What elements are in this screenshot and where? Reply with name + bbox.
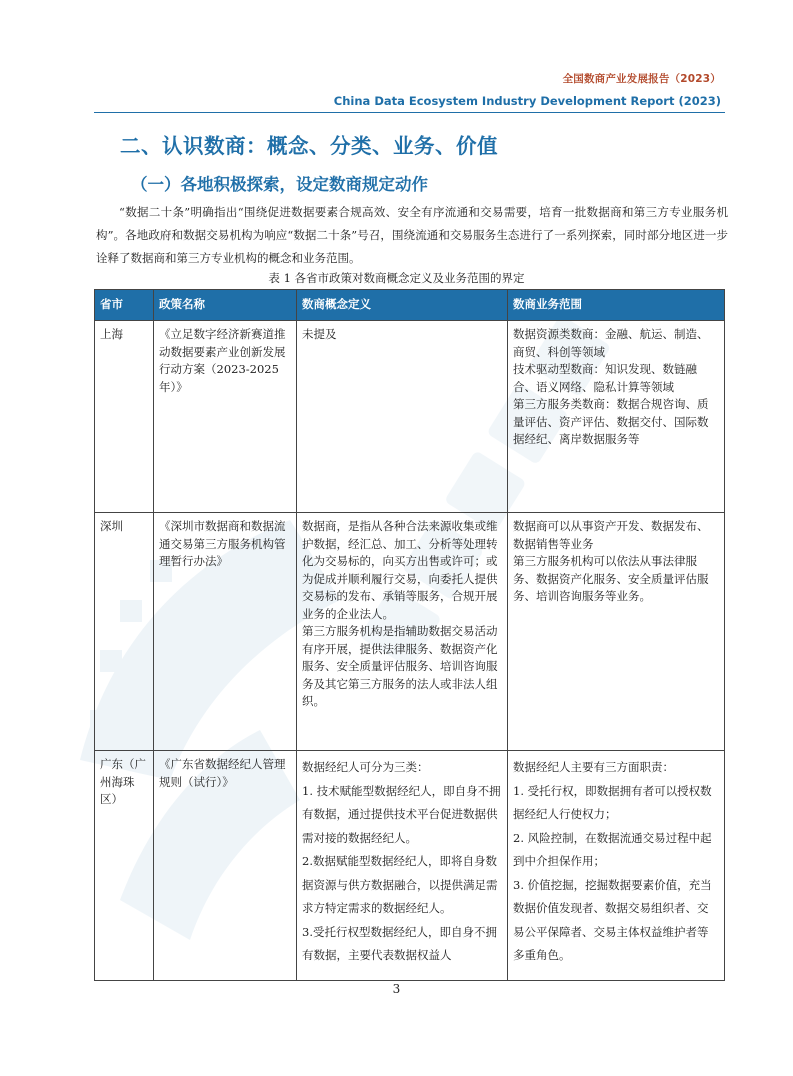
- cell-scope: [508, 751, 725, 981]
- subsection-title: （一）各地积极探索，设定数商规定动作: [131, 175, 428, 194]
- cell-definition: [297, 513, 508, 751]
- table-row: [95, 751, 725, 981]
- scope-line: 3. 价值挖掘，挖掘数据要素价值，充当数据价值发现者、数据交易组织者、交易公平保障者、交易主体权益维护者等多重角色。: [513, 877, 712, 962]
- scope-line: 第三方服务机构可以依法从事法律服务、数据资产化服务、安全质量评估服务、培训咨询服务等业务。: [513, 554, 709, 603]
- scope-line: 第三方服务类数商：数据合规咨询、质量评估、资产评估、数据交付、国际数据经纪、离岸数据服务等: [513, 397, 709, 446]
- report-title-cn: 全国数商产业发展报告（2023）: [562, 73, 721, 85]
- scope-line: 技术驱动型数商：知识发现、数链融合、语义网络、隐私计算等领域: [513, 362, 697, 394]
- policy-table: [94, 289, 725, 981]
- scope-line: 数据商可以从事资产开发、数据发布、数据销售等业务: [513, 519, 709, 551]
- cell-region: 广东（广州海珠区）: [95, 751, 154, 981]
- scope-line: 数据经纪人主要有三方面职责：: [513, 760, 674, 774]
- definition-line: 1. 技术赋能型数据经纪人，即自身不拥有数据，通过提供技术平台促进数据供需对接的数据经纪人。: [302, 783, 501, 845]
- scope-line: 数据资源类数商：金融、航运、制造、商贸、科创等领域: [513, 327, 709, 359]
- report-title-en: China Data Ecosystem Industry Development Report (2023): [333, 94, 721, 108]
- cell-policy: 《立足数字经济新赛道推动数据要素产业创新发展行动方案（2023-2025 年）》: [154, 321, 297, 513]
- cell-scope: [508, 321, 725, 513]
- cell-region: 深圳: [95, 513, 154, 751]
- header-divider: [94, 112, 725, 113]
- definition-line: 3.受托行权型数据经纪人，即自身不拥有数据，主要代表数据权益人: [302, 924, 497, 962]
- definition-line: 2.数据赋能型数据经纪人，即将自身数据资源与供方数据融合，以提供满足需求方特定需求的数据经纪人。: [302, 854, 498, 915]
- table-row: [95, 321, 725, 513]
- col-header-policy: 政策名称: [154, 290, 297, 321]
- scope-line: 2. 风险控制，在数据流通交易过程中起到中介担保作用；: [513, 830, 712, 868]
- col-header-region: 省市: [95, 290, 154, 321]
- table-caption: 表 1 各省市政策对数商概念定义及业务范围的界定: [268, 271, 525, 285]
- cell-region: 上海: [95, 321, 154, 513]
- definition-line: 数据商，是指从各种合法来源收集或维护数据，经汇总、加工、分析等处理转化为交易标的，向买方出售或许可；或为促成并顺利履行交易，向委托人提供交易标的发布、承销等服务，合规开展业务的企业法人。: [302, 519, 498, 621]
- scope-line: 1. 受托行权，即数据拥有者可以授权数据经纪人行使权力；: [513, 783, 712, 821]
- col-header-definition: 数商概念定义: [297, 290, 508, 321]
- table-row: [95, 513, 725, 751]
- col-header-scope: 数商业务范围: [508, 290, 725, 321]
- cell-policy: 《深圳市数据商和数据流通交易第三方服务机构管理暂行办法》: [154, 513, 297, 751]
- page-number: 3: [392, 982, 401, 996]
- definition-line: 数据经纪人可分为三类：: [302, 760, 429, 774]
- cell-policy: 《广东省数据经纪人管理规则（试行）》: [154, 751, 297, 981]
- section-title: 二、认识数商：概念、分类、业务、价值: [120, 134, 498, 158]
- intro-paragraph: “数据二十条”明确指出“围绕促进数据要素合规高效、安全有序流通和交易需要，培育一批数据商和第三方专业服务机构”。各地政府和数据交易机构为响应“数据二十条”号召，围绕流通和交易服务生态进行了一系列探索，同时部分地区进一步诠释了数据商和第三方专业机构的概念和业务范围。: [96, 205, 728, 265]
- cell-definition: [297, 321, 508, 513]
- definition-line: 第三方服务机构是指辅助数据交易活动有序开展，提供法律服务、数据资产化服务、安全质量评估服务、培训咨询服务及其它第三方服务的法人或非法人组织。: [302, 624, 498, 708]
- definition-line: 未提及: [302, 327, 337, 341]
- cell-scope: [508, 513, 725, 751]
- cell-definition: [297, 751, 508, 981]
- table-header-row: [95, 290, 725, 321]
